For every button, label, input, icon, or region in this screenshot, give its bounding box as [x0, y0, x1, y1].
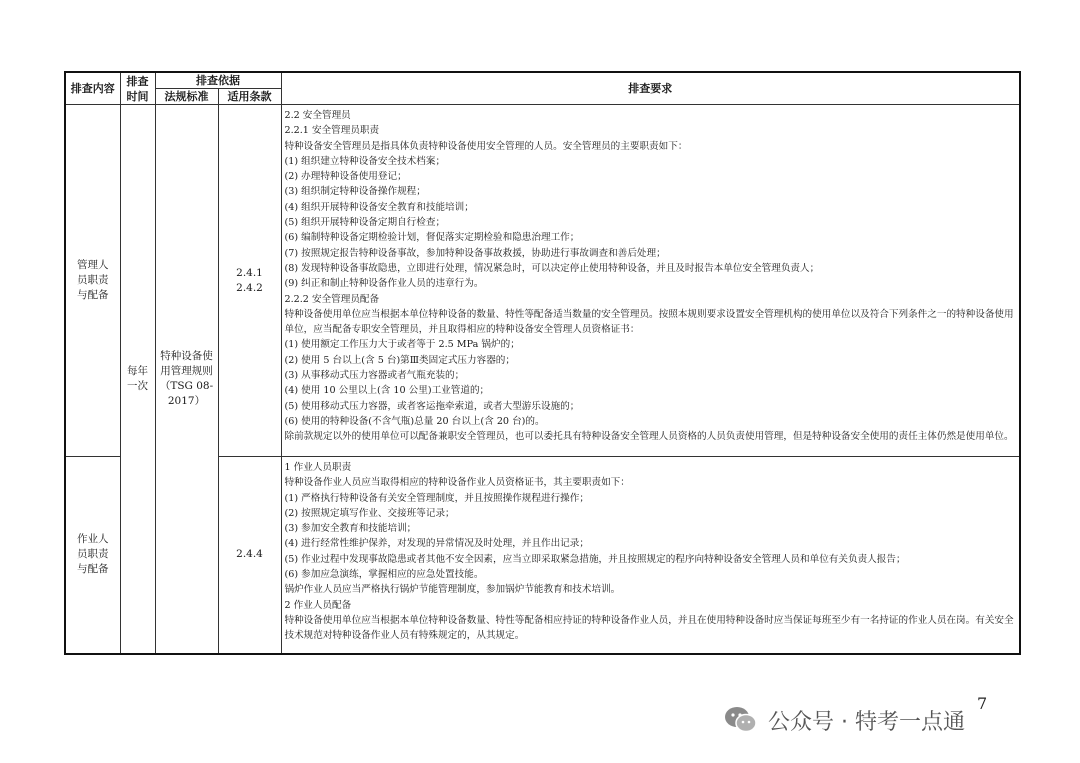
- header-standard: 法规标准: [155, 89, 218, 105]
- row-item-managers: 管理人员职责与配备: [65, 105, 120, 457]
- watermark-footer: [724, 700, 1054, 740]
- requirement-line: (2) 使用 5 台以上(含 5 台)第Ⅲ类固定式压力容器的；: [284, 354, 515, 366]
- requirement-line: (9) 纠正和制止特种设备作业人员的违章行为。: [284, 278, 484, 290]
- header-time: 排查时间: [120, 72, 155, 105]
- requirement-line: 特种设备使用单位应当根据本单位特种设备数量、特性等配备相应持证的特种设备作业人员，并且在使用特种设备时应当保证每班至少有一名持证的作业人员在岗。有关安全技术规范对特种设备作业人员有特殊规定的，从其规定。: [284, 614, 1014, 642]
- requirement-line: (3) 组织制定特种设备操作规程；: [284, 186, 426, 198]
- requirement-line: (7) 按照规定报告特种设备事故，参加特种设备事故救援，协助进行事故调查和善后处理；: [284, 247, 666, 259]
- header-clause: 适用条款: [218, 89, 281, 105]
- requirement-line: 特种设备使用单位应当根据本单位特种设备的数量、特性等配备适当数量的安全管理员。按照本规则要求设置安全管理机构的使用单位以及符合下列条件之一的特种设备使用单位，应当配备专职安全管理员，并且取得相应的特种设备安全管理人员资格证书：: [284, 308, 1014, 336]
- standard-cell: 特种设备使用管理规则（TSG 08-2017）: [155, 105, 218, 654]
- requirement-line: (5) 使用移动式压力容器，或者客运拖牵索道，或者大型游乐设施的；: [284, 400, 580, 412]
- requirement-line: 2 作业人员配备: [284, 599, 352, 611]
- requirement-line: 2.2.1 安全管理员职责: [284, 125, 380, 137]
- frequency-cell: 每年一次: [120, 105, 155, 654]
- row-item-operators: 作业人员职责与配备: [65, 457, 120, 654]
- requirement-line: (6) 参加应急演练，掌握相应的应急处置技能。: [284, 569, 484, 581]
- requirement-line: 锅炉作业人员应当严格执行锅炉节能管理制度，参加锅炉节能教育和技术培训。: [284, 584, 621, 596]
- requirement-line: (4) 使用 10 公里以上(含 10 公里)工业管道的；: [284, 385, 490, 397]
- requirement-line: (2) 办理特种设备使用登记；: [284, 171, 407, 183]
- inspection-table: [64, 71, 1021, 655]
- requirement-line: (4) 组织开展特种设备安全教育和技能培训；: [284, 201, 474, 213]
- wechat-icon: [724, 705, 758, 735]
- watermark-brand: 公众号 · 特考一点通: [768, 709, 965, 735]
- header-item: 排查内容: [65, 72, 120, 105]
- requirement-line: 2.2.2 安全管理员配备: [284, 293, 380, 305]
- requirement-line: (1) 使用额定工作压力大于或者等于 2.5 MPa 锅炉的；: [284, 339, 520, 351]
- requirement-line: (6) 使用的特种设备(不含气瓶)总量 20 台以上(含 20 台)的。: [284, 415, 545, 427]
- requirement-line: (1) 严格执行特种设备有关安全管理制度，并且按照操作规程进行操作；: [284, 492, 589, 504]
- requirement-line: 2.2 安全管理员: [284, 110, 351, 121]
- document-page: [64, 71, 1019, 655]
- requirement-line: (6) 编制特种设备定期检验计划，督促落实定期检验和隐患治理工作；: [284, 232, 580, 244]
- row-clause-operators: 2.4.4: [218, 457, 281, 654]
- header-basis: 排查依据: [155, 72, 281, 89]
- header-requirement: 排查要求: [281, 72, 1020, 105]
- requirement-line: (4) 进行经常性维护保养，对发现的异常情况及时处理，并且作出记录；: [284, 538, 589, 550]
- row-requirements-operators: [281, 457, 1020, 654]
- requirement-line: (3) 参加安全教育和技能培训；: [284, 523, 417, 535]
- row-requirements-managers: [281, 105, 1020, 457]
- requirement-line: (8) 发现特种设备事故隐患，立即进行处理，情况紧急时，可以决定停止使用特种设备，并且及时报告本单位安全管理负责人；: [284, 262, 820, 274]
- requirement-line: 特种设备作业人员应当取得相应的特种设备作业人员资格证书，其主要职责如下：: [284, 477, 630, 489]
- requirement-line: 除前款规定以外的使用单位可以配备兼职安全管理员，也可以委托具有特种设备安全管理人员资格的人员负责使用管理，但是特种设备安全使用的责任主体仍然是使用单位。: [284, 431, 1014, 443]
- row-clause-managers: 2.4.1 2.4.2: [218, 105, 281, 457]
- requirement-line: (3) 从事移动式压力容器或者气瓶充装的；: [284, 370, 465, 382]
- requirement-line: 特种设备安全管理员是指具体负责特种设备使用安全管理的人员。安全管理员的主要职责如下：: [284, 140, 688, 152]
- requirement-line: 1 作业人员职责: [284, 462, 352, 473]
- requirement-line: (1) 组织建立特种设备安全技术档案；: [284, 155, 446, 167]
- requirement-line: (5) 作业过程中发现事故隐患或者其他不安全因素，应当立即采取紧急措施，并且按照规定的程序向特种设备安全管理人员和单位有关负责人报告；: [284, 553, 906, 565]
- page-number: 7: [977, 694, 988, 713]
- requirement-line: (5) 组织开展特种设备定期自行检查；: [284, 217, 446, 229]
- requirement-line: (2) 按照规定填写作业、交接班等记录；: [284, 507, 455, 519]
- table-row: [65, 105, 1020, 457]
